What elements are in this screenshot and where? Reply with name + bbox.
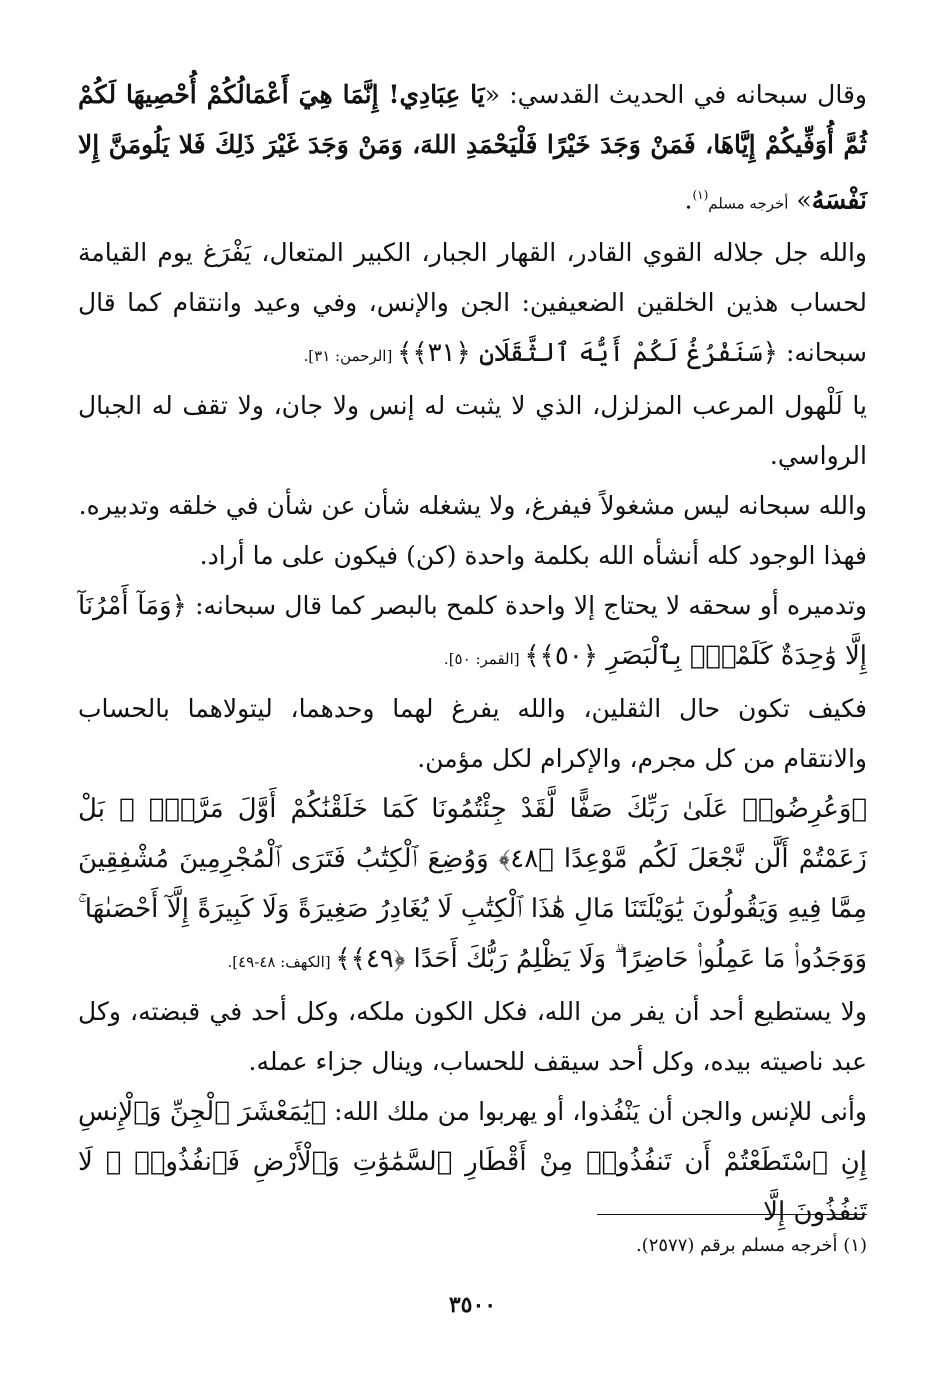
hadith-text: يَا عِبَادِي! إِنَّمَا هِيَ أَعْمَالُكُمْ أُحْصِيهَا لَكُمْ ثُمَّ أُوَفِّيكُمْ إِيَّاهَا، فَمَنْ وَجَدَ خَيْرًا فَلْيَحْمَدِ اللهَ، وَمَنْ وَجَدَ غَيْرَ ذَلِكَ فَلا يَلُومَنَّ إِلا نَفْسَهُ (78, 80, 867, 215)
footnote-marker: (١) (692, 188, 709, 202)
paragraph-no-escape (78, 987, 867, 1087)
verse-reference: [القمر: ٥٠]. (443, 650, 525, 669)
paragraph-text: والله سبحانه ليس مشغولاً فيفرغ، ولا يشغله شأن عن شأن في خلقه وتدبيره. (78, 491, 867, 521)
verse-reference: [الرحمن: ٣١]. (303, 347, 398, 366)
paragraph-text: فهذا الوجود كله أنشأه الله بكلمة واحدة (كن) فيكون على ما أراد. (199, 541, 867, 571)
paragraph-text: ولا يستطيع أحد أن يفر من الله، فكل الكون ملكه، وكل أحد في قبضته، وكل عبد ناصيته بيده، وكل أحد سيقف للحساب، وينال جزاء عمله. (78, 997, 867, 1077)
quran-verse: ﴿سَنَفْرُغُ لَكُمْ أَيُّهَ ٱلثَّقَلَانِ ﴿٣١﴾﴾ (397, 338, 779, 369)
paragraph-text: والله جل جلاله القوي القادر، القهار الجبار، الكبير المتعال، يَفْرَغ يوم القيامة لحساب هذين الخلقين الضعيفين: الجن والإنس، وفي وعيد وانتقام كما قال سبحانه: (78, 238, 867, 368)
page-body (78, 70, 867, 1237)
paragraph-creation (78, 531, 867, 581)
paragraph-day-of-judgment (78, 228, 867, 381)
quran-verse: ﴿يَٰمَعْشَرَ ٱلْجِنِّ وَٱلْإِنسِ إِنِ ٱسْتَطَعْتُمْ أَن تَنفُذُوا۟ مِنْ أَقْطَارِ ٱلسَّمَٰوَٰتِ وَٱلْأَرْضِ فَٱنفُذُوا۟ ۚ لَا تَنفُذُونَ إِلَّا (78, 1097, 867, 1228)
paragraph-not-occupied (78, 481, 867, 531)
quran-verse: ﴿وَمَآ أَمْرُنَآ إِلَّا وَٰحِدَةٌ كَلَمْحٍۭ بِٱلْبَصَرِ ﴿٥٠﴾﴾ (78, 591, 867, 672)
verse-reference: [الكهف: ٤٨-٤٩]. (227, 953, 336, 972)
paragraph-text: فكيف تكون حال الثقلين، والله يفرغ لهما وحدهما، ليتولاهما بالحساب والانتقام من كل مجرم، والإكرام لكل مؤمن. (78, 694, 867, 774)
paragraph-text: . (684, 185, 693, 215)
page-number: ٣٥٠٠ (448, 1292, 497, 1318)
paragraph-terror (78, 381, 867, 481)
paragraph-text: يا لَلْهول المرعب المزلزل، الذي لا يثبت له إنس ولا جان، ولا تقف له الجبال الرواسي. (78, 391, 867, 471)
paragraph-destruction (78, 581, 867, 684)
paragraph-text: » (788, 185, 812, 215)
hadith-reference: أخرجه مسلم (708, 194, 789, 213)
paragraph-text: وتدميره أو سحقه لا يحتاج إلا واحدة كلمح بالبصر كما قال سبحانه: (186, 591, 867, 621)
paragraph-text: وأنى للإنس والجن أن يَنْفُذوا، أو يهربوا من ملك الله: (326, 1097, 867, 1127)
quran-verse: ﴿وَعُرِضُوا۟ عَلَىٰ رَبِّكَ صَفًّا لَّقَدْ جِئْتُمُونَا كَمَا خَلَقْنَٰكُمْ أَوَّلَ مَرَّةٍۭ ۚ بَلْ زَعَمْتُمْ أَلَّن نَّجْعَلَ لَكُم مَّوْعِدًا ﴿٤٨﴾ وَوُضِعَ ٱلْكِتَٰبُ فَتَرَى ٱلْمُجْرِمِينَ مُشْفِقِينَ مِمَّا فِيهِ وَيَقُولُونَ يَٰوَيْلَتَنَا مَالِ هَٰذَا ٱلْكِتَٰبِ لَا يُغَادِرُ صَغِيرَةً وَلَا كَبِيرَةً إِلَّآ أَحْصَىٰهَا ۚ وَوَجَدُوا۟ مَا عَمِلُوا۟ حَاضِرًا ۗ وَلَا يَظْلِمُ رَبُّكَ أَحَدًا ﴿٤٩﴾﴾ (78, 794, 867, 975)
paragraph-hadith-qudsi (78, 70, 867, 228)
footnote: (١) أخرجه مسلم برقم (٢٥٧٧). (635, 1235, 867, 1256)
footnote-divider (597, 1214, 867, 1215)
paragraph-text: وقال سبحانه في الحديث القدسي: « (484, 80, 867, 109)
paragraph-kahf-verses (78, 784, 867, 987)
paragraph-two-weighty (78, 684, 867, 784)
